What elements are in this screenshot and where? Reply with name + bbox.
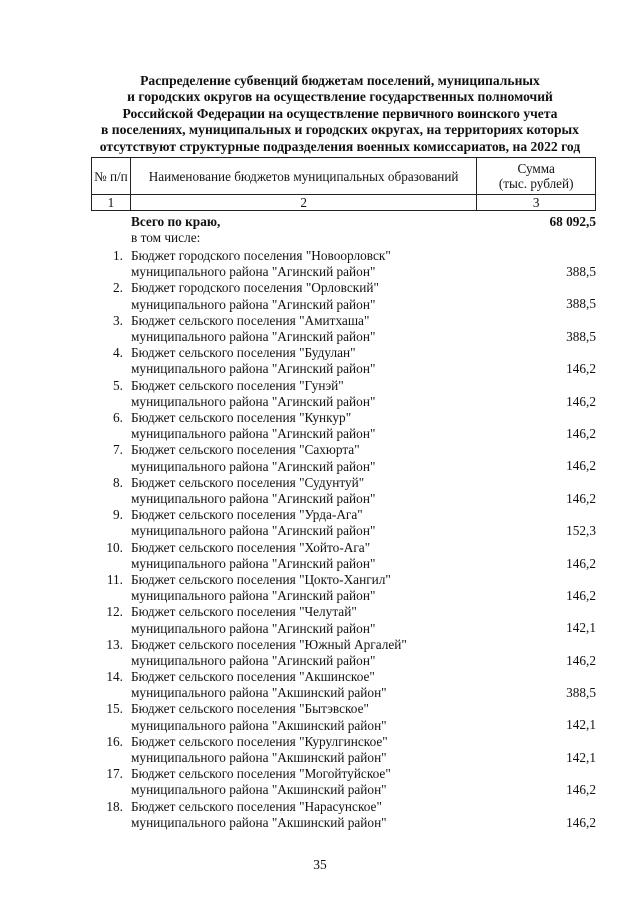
row-name-line2: муниципального района "Акшинский район" <box>131 750 387 766</box>
row-name-line1: Бюджет сельского поселения "Курулгинское" <box>131 733 388 749</box>
table-row <box>91 475 596 507</box>
row-value: 388,5 <box>566 296 596 312</box>
table-row <box>91 345 596 377</box>
table-row <box>91 442 596 474</box>
total-label: Всего по краю, <box>131 214 221 229</box>
row-number: 4. <box>113 345 123 361</box>
title-line: и городских округов на осуществление государственных полномочий <box>127 89 553 105</box>
row-name-line1: Бюджет сельского поселения "Гунэй" <box>131 377 344 393</box>
row-name-line2: муниципального района "Агинский район" <box>131 296 376 312</box>
total-value: 68 092,5 <box>549 214 596 229</box>
row-name <box>131 248 461 280</box>
total-sublabel: в том числе: <box>131 230 201 246</box>
table-row <box>91 637 596 669</box>
row-name <box>131 572 461 604</box>
row-name <box>131 475 461 507</box>
row-name <box>131 378 461 410</box>
row-value: 142,1 <box>566 717 596 733</box>
row-value: 146,2 <box>566 458 596 474</box>
table-row <box>91 701 596 733</box>
row-value: 146,2 <box>566 361 596 377</box>
header-index-3: 3 <box>477 195 596 211</box>
row-number: 12. <box>106 604 123 620</box>
page-number: 35 <box>313 857 327 872</box>
row-name-line1: Бюджет сельского поселения "Будулан" <box>131 345 356 361</box>
row-name-line1: Бюджет сельского поселения "Кункур" <box>131 409 352 425</box>
row-name <box>131 410 461 442</box>
title-line: в поселениях, муниципальных и городских округах, на территориях которых <box>101 122 579 138</box>
table-row <box>91 572 596 604</box>
title-line: отсутствуют структурные подразделения военных комиссариатов, на 2022 год <box>99 138 581 154</box>
title-line: Распределение субвенций бюджетам поселений, муниципальных <box>140 73 540 88</box>
row-name <box>131 701 461 733</box>
row-value: 146,2 <box>566 782 596 798</box>
row-number: 15. <box>106 701 123 717</box>
row-name-line1: Бюджет сельского поселения "Бытэвское" <box>131 701 369 717</box>
header-name: Наименование бюджетов муниципальных образований <box>130 158 477 195</box>
table-row <box>91 378 596 410</box>
row-name-line1: Бюджет сельского поселения "Судунтуй" <box>131 474 365 490</box>
row-name <box>131 766 461 798</box>
row-name-line1: Бюджет сельского поселения "Сахюрта" <box>131 442 360 458</box>
table-row <box>91 766 596 798</box>
table-row <box>91 313 596 345</box>
row-name-line2: муниципального района "Агинский район" <box>131 652 376 668</box>
row-value: 152,3 <box>566 523 596 539</box>
row-name-line2: муниципального района "Агинский район" <box>131 393 376 409</box>
row-number: 11. <box>106 571 123 587</box>
row-number: 7. <box>113 442 123 458</box>
row-number: 6. <box>113 409 123 425</box>
row-name-line2: муниципального района "Агинский район" <box>131 458 376 474</box>
row-number: 18. <box>106 798 123 814</box>
row-number: 14. <box>106 669 123 685</box>
row-name <box>131 669 461 701</box>
row-number: 17. <box>106 766 123 782</box>
row-value: 142,1 <box>566 620 596 636</box>
row-name <box>131 540 461 572</box>
row-list <box>91 248 596 831</box>
row-value: 146,2 <box>566 814 596 830</box>
row-name <box>131 507 461 539</box>
row-name-line1: Бюджет сельского поселения "Южный Аргалей" <box>131 636 407 652</box>
row-name-line2: муниципального района "Акшинский район" <box>131 685 387 701</box>
row-number: 13. <box>106 636 123 652</box>
table-row <box>91 280 596 312</box>
header-sum-line1: Сумма <box>517 161 555 176</box>
header-index-1: 1 <box>92 195 131 211</box>
row-value: 146,2 <box>566 555 596 571</box>
table-row <box>91 248 596 280</box>
header-sum <box>477 158 596 195</box>
row-number: 3. <box>113 312 123 328</box>
row-number: 2. <box>113 280 123 296</box>
row-name-line1: Бюджет сельского поселения "Челутай" <box>131 604 357 620</box>
total-row <box>91 214 596 248</box>
header-sum-line2: (тыс. рублей) <box>498 176 574 191</box>
row-name <box>131 604 461 636</box>
row-name-line2: муниципального района "Акшинский район" <box>131 814 387 830</box>
row-name <box>131 734 461 766</box>
table-row <box>91 507 596 539</box>
row-number: 10. <box>106 539 123 555</box>
row-name <box>131 345 461 377</box>
row-name-line2: муниципального района "Акшинский район" <box>131 717 387 733</box>
row-name <box>131 799 461 831</box>
row-name-line2: муниципального района "Агинский район" <box>131 361 376 377</box>
table-row <box>91 734 596 766</box>
row-name-line2: муниципального района "Агинский район" <box>131 328 376 344</box>
row-name-line1: Бюджет сельского поселения "Урда-Ага" <box>131 507 363 523</box>
table-header <box>91 157 596 211</box>
row-number: 8. <box>113 474 123 490</box>
row-number: 9. <box>113 507 123 523</box>
row-value: 388,5 <box>566 328 596 344</box>
row-number: 16. <box>106 733 123 749</box>
row-name-line2: муниципального района "Агинский район" <box>131 264 376 280</box>
table-row <box>91 540 596 572</box>
row-name-line1: Бюджет сельского поселения "Нарасунское" <box>131 798 382 814</box>
row-name-line1: Бюджет сельского поселения "Хойто-Ага" <box>131 539 371 555</box>
row-value: 146,2 <box>566 490 596 506</box>
row-name-line1: Бюджет сельского поселения "Цокто-Хангил" <box>131 571 391 587</box>
row-name-line1: Бюджет городского поселения "Новоорловск" <box>131 248 391 263</box>
row-name-line1: Бюджет городского поселения "Орловский" <box>131 280 379 296</box>
table-row <box>91 410 596 442</box>
row-name-line1: Бюджет сельского поселения "Могойтуйское" <box>131 766 391 782</box>
row-value: 146,2 <box>566 652 596 668</box>
row-value: 146,2 <box>566 587 596 603</box>
table-row <box>91 669 596 701</box>
table-body <box>91 214 596 831</box>
header-number: № п/п <box>92 158 131 195</box>
table-row <box>91 604 596 636</box>
row-number: 1. <box>113 248 123 263</box>
row-name-line2: муниципального района "Агинский район" <box>131 555 376 571</box>
row-name-line2: муниципального района "Акшинский район" <box>131 782 387 798</box>
row-name <box>131 637 461 669</box>
row-name-line1: Бюджет сельского поселения "Амитхаша" <box>131 312 370 328</box>
row-name <box>131 280 461 312</box>
row-name-line2: муниципального района "Агинский район" <box>131 620 376 636</box>
row-value: 146,2 <box>566 425 596 441</box>
row-name <box>131 442 461 474</box>
row-name-line1: Бюджет сельского поселения "Акшинское" <box>131 669 375 685</box>
row-value: 388,5 <box>566 264 596 279</box>
row-value: 388,5 <box>566 685 596 701</box>
row-name-line2: муниципального района "Агинский район" <box>131 523 376 539</box>
header-index-2: 2 <box>130 195 477 211</box>
document-title <box>60 73 620 155</box>
row-value: 142,1 <box>566 749 596 765</box>
row-value: 146,2 <box>566 393 596 409</box>
row-name-line2: муниципального района "Агинский район" <box>131 588 376 604</box>
row-name-line2: муниципального района "Агинский район" <box>131 426 376 442</box>
row-number: 5. <box>113 377 123 393</box>
title-line: Российской Федерации на осуществление первичного воинского учета <box>122 105 558 121</box>
row-name-line2: муниципального района "Агинский район" <box>131 490 376 506</box>
table-row <box>91 799 596 831</box>
row-name <box>131 313 461 345</box>
